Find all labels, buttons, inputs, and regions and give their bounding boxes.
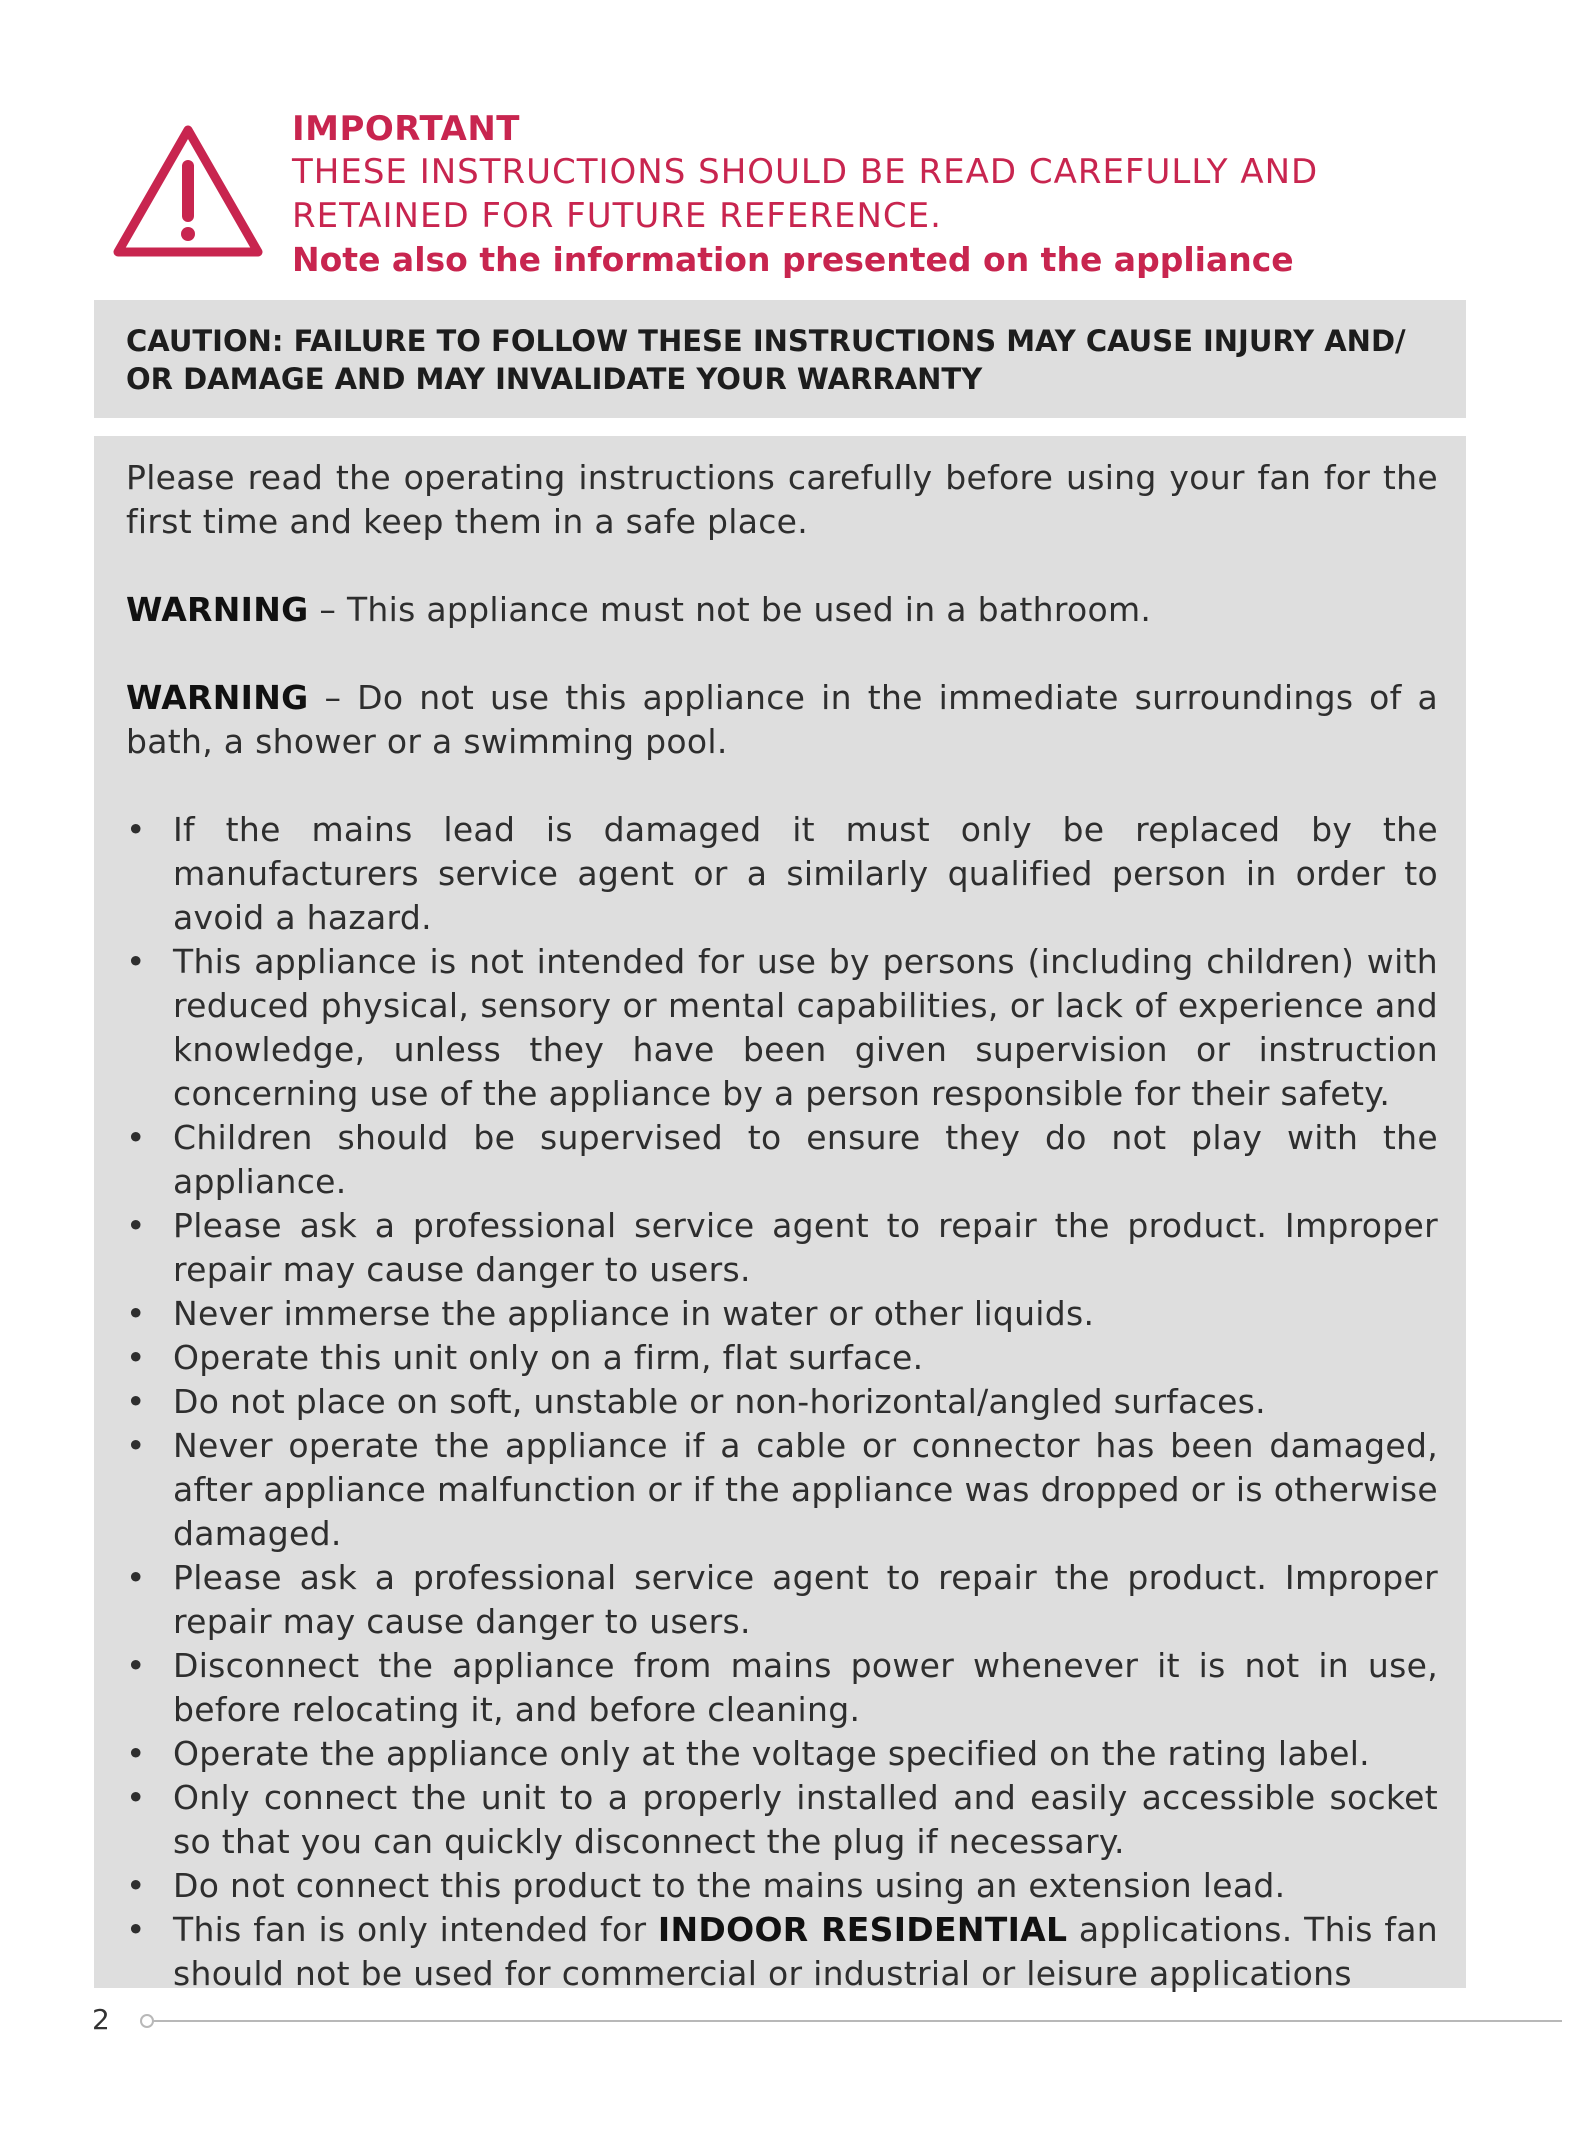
bullet-icon: •: [126, 1866, 146, 1905]
list-item-text: Disconnect the appliance from mains power whenever it is not in use, before relocating it, and before cleaning.: [173, 1646, 1438, 1729]
warning-water: [126, 676, 1438, 764]
caution-text: CAUTION: FAILURE TO FOLLOW THESE INSTRUCTIONS MAY CAUSE INJURY AND/ OR DAMAGE AND MAY INVALIDATE YOUR WARRANTY: [126, 324, 1406, 396]
bullet-icon: •: [126, 1118, 146, 1157]
list-item-text: Children should be supervised to ensure they do not play with the appliance.: [173, 1118, 1438, 1201]
list-item: [126, 1380, 1438, 1424]
list-item-text: Do not connect this product to the mains using an extension lead.: [173, 1866, 1286, 1905]
list-item-text: Please ask a professional service agent to repair the product. Improper repair may cause danger to users.: [173, 1558, 1438, 1641]
list-item: [126, 1116, 1438, 1204]
indoor-residential-emphasis: INDOOR RESIDENTIAL: [657, 1910, 1068, 1949]
list-item-text: Operate the appliance only at the voltage specified on the rating label.: [173, 1734, 1370, 1773]
caution-box: [94, 300, 1466, 418]
bullet-icon: •: [126, 942, 146, 981]
list-item: [126, 1776, 1438, 1864]
list-item: [126, 1556, 1438, 1644]
list-item-text: This appliance is not intended for use by persons (including children) with reduced physical, sensory or mental capabilities, or lack of experience and knowledge, unless they have been given supervision or instruction concerning use of the appliance by a person responsible for their safety.: [173, 942, 1438, 1113]
bullet-icon: •: [126, 1206, 146, 1245]
bullet-icon: •: [126, 1778, 146, 1817]
bullet-icon: •: [126, 1294, 146, 1333]
bullet-icon: •: [126, 1558, 146, 1597]
warning-text: – This appliance must not be used in a bathroom.: [308, 590, 1152, 629]
list-item-text: Never immerse the appliance in water or other liquids.: [173, 1294, 1095, 1333]
important-title: IMPORTANT: [292, 109, 520, 149]
header-text: [292, 108, 1492, 282]
intro-paragraph: Please read the operating instructions carefully before using your fan for the first time and keep them in a safe place.: [126, 458, 1438, 541]
footer-divider: [142, 2020, 1562, 2022]
bullet-icon: •: [126, 1426, 146, 1465]
indoor-use-after: applications. This fan should not be used for commercial or industrial or leisure applications: [173, 1910, 1438, 1993]
bullet-icon: •: [126, 1734, 146, 1773]
list-item-text: Operate this unit only on a firm, flat surface.: [173, 1338, 924, 1377]
warning-label: WARNING: [126, 590, 309, 629]
list-item: [126, 1864, 1438, 1908]
safety-bullet-list: [126, 808, 1438, 1996]
list-item: [126, 940, 1438, 1116]
list-item: [126, 1644, 1438, 1732]
footer-circle-icon: [140, 2014, 154, 2028]
warning-bathroom: [126, 588, 1438, 632]
header-note: Note also the information presented on the appliance: [292, 240, 1294, 279]
list-item: [126, 1336, 1438, 1380]
list-item-text: Only connect the unit to a properly installed and easily accessible socket so that you can quickly disconnect the plug if necessary.: [173, 1778, 1438, 1861]
indoor-use-before: This fan is only intended for: [173, 1910, 658, 1949]
warning-triangle-icon: [108, 118, 268, 268]
list-item: [126, 1424, 1438, 1556]
list-item: [126, 1732, 1438, 1776]
list-item: [126, 808, 1438, 940]
bullet-icon: •: [126, 1646, 146, 1685]
list-item: [126, 1204, 1438, 1292]
important-header: [108, 108, 1488, 288]
list-item-text: Do not place on soft, unstable or non-horizontal/angled surfaces.: [173, 1382, 1266, 1421]
bullet-icon: •: [126, 1338, 146, 1377]
warning-label: WARNING: [126, 678, 309, 717]
header-line-2: RETAINED FOR FUTURE REFERENCE.: [292, 196, 942, 236]
list-item-text: If the mains lead is damaged it must only be replaced by the manufacturers service agent or a similarly qualified person in order to avoid a hazard.: [173, 810, 1438, 937]
bullet-icon: •: [126, 1910, 146, 1949]
list-item-text: Please ask a professional service agent to repair the product. Improper repair may cause danger to users.: [173, 1206, 1438, 1289]
bullet-icon: •: [126, 1382, 146, 1421]
bullet-icon: •: [126, 810, 146, 849]
list-item-text: Never operate the appliance if a cable or connector has been damaged, after appliance malfunction or if the appliance was dropped or is otherwise damaged.: [173, 1426, 1438, 1553]
page-number: 2: [92, 2003, 110, 2036]
header-line-1: THESE INSTRUCTIONS SHOULD BE READ CAREFULLY AND: [292, 152, 1319, 192]
warning-text: – Do not use this appliance in the immediate surroundings of a bath, a shower or a swimming pool.: [126, 678, 1438, 761]
list-item: [126, 1292, 1438, 1336]
instructions-box: [94, 436, 1466, 1993]
list-item: [126, 1908, 1438, 1996]
page-footer: [92, 2000, 1562, 2040]
